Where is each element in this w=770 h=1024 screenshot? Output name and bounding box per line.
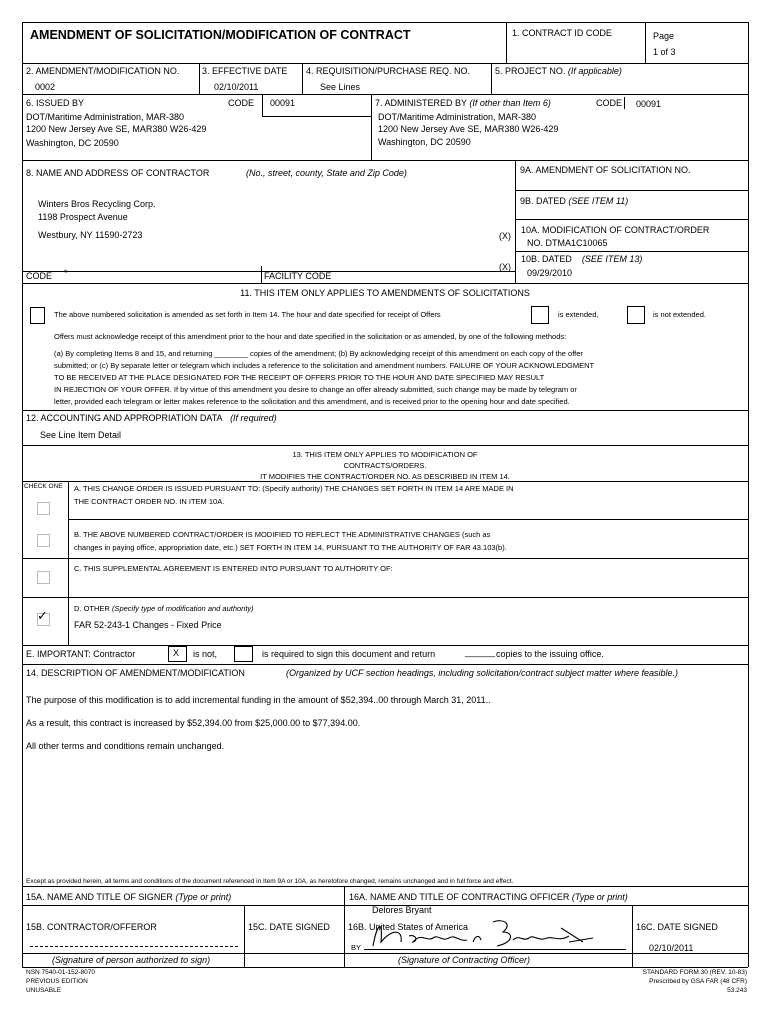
- item-13b-line2: changes in paying office, appropriation date, etc.) SET FORTH IN ITEM 14, PURSUANT TO THE AUTHORITY OF FAR 43.103(b).: [74, 543, 507, 552]
- item-11-title: 11. THIS ITEM ONLY APPLIES TO AMENDMENTS OF SOLICITATIONS: [240, 288, 530, 298]
- required-label: is required to sign this document and return: [262, 649, 436, 659]
- item-10a-label: 10A. MODIFICATION OF CONTRACT/ORDER: [521, 225, 710, 235]
- check-mark-icon: ✓: [37, 609, 48, 624]
- admin-code-label: CODE: [596, 98, 623, 108]
- footer-prev: PREVIOUS EDITION: [26, 978, 88, 985]
- form-title: AMENDMENT OF SOLICITATION/MODIFICATION OF CONTRACT: [30, 28, 411, 42]
- administered-label: 7. ADMINISTERED BY (If other than Item 6): [375, 98, 551, 108]
- item-11-p2c: TO BE RECEIVED AT THE PLACE DESIGNATED FOR THE RECEIPT OF OFFERS PRIOR TO THE HOUR AND DATE SPECIFIED MAY RESULT: [54, 373, 545, 382]
- label-16b: 16B. United States of America: [348, 922, 469, 932]
- is-extended-checkbox[interactable]: [531, 306, 549, 324]
- item-13a-line2: THE CONTRACT ORDER NO. IN ITEM 10A.: [74, 497, 225, 506]
- effective-date-label: 3. EFFECTIVE DATE: [202, 66, 288, 76]
- issued-line3: Washington, DC 20590: [26, 138, 119, 148]
- label-15c: 15C. DATE SIGNED: [248, 922, 330, 932]
- issued-code-label: CODE: [228, 98, 255, 108]
- item-10b-mark: (X): [499, 262, 511, 272]
- item-10a-mark: (X): [499, 231, 511, 241]
- item-13-title2: CONTRACTS/ORDERS.: [343, 461, 427, 470]
- amendment-no: 0002: [35, 82, 56, 92]
- issued-line1: DOT/Maritime Administration, MAR-380: [26, 112, 185, 122]
- item-12-value: See Line Item Detail: [40, 430, 122, 440]
- facility-code-label: FACILITY CODE: [264, 271, 332, 281]
- item-13b-line1: B. THE ABOVE NUMBERED CONTRACT/ORDER IS MODIFIED TO REFLECT THE ADMINISTRATIVE CHANGES (such as: [74, 530, 491, 539]
- req-value: See Lines: [320, 82, 361, 92]
- item-13c-line1: C. THIS SUPPLEMENTAL AGREEMENT IS ENTERED INTO PURSUANT TO AUTHORITY OF:: [74, 564, 393, 573]
- effective-date: 02/10/2011: [214, 82, 259, 92]
- item-9a-label: 9A. AMENDMENT OF SOLICITATION NO.: [520, 165, 691, 175]
- item-13b-checkbox[interactable]: [37, 534, 50, 547]
- item-14-p1: The purpose of this modification is to add incremental funding in the amount of $52,394..00 through March 31, 2011..: [26, 695, 491, 705]
- label-16c: 16C. DATE SIGNED: [636, 922, 718, 932]
- issued-code: 00091: [270, 98, 296, 108]
- date-16c: 02/10/2011: [649, 943, 694, 953]
- item-11-p2b: submitted; or (c) By separate letter or telegram which includes a reference to the solicitation and amendment numbers. FAILURE OF YOUR ACKNOWLEDGMENT: [54, 361, 595, 370]
- footer-nsn: NSN 7540-01-152-8070: [26, 969, 96, 976]
- item-13a-checkbox[interactable]: [37, 502, 50, 515]
- item-13d-value: FAR 52-243-1 Changes - Fixed Price: [74, 620, 222, 630]
- label-16a: 16A. NAME AND TITLE OF CONTRACTING OFFICER (Type or print): [349, 892, 628, 902]
- footer-unusable: UNUSABLE: [26, 987, 62, 994]
- footer-prescribed: Prescribed by GSA FAR (48 CFR): [649, 978, 747, 985]
- item-11-p2d: IN REJECTION OF YOUR OFFER. If by virtue of this amendment you desire to change an offer already submitted, such change may be made by telegram or: [54, 385, 577, 394]
- item-11-p2e: letter, provided each telegram or letter makes reference to the solicitation and this amendment, and is received prior to the opening hour and date specified.: [54, 397, 570, 406]
- item-10b-value: 09/29/2010: [527, 268, 573, 278]
- issued-by-label: 6. ISSUED BY: [26, 98, 85, 108]
- admin-line1: DOT/Maritime Administration, MAR-380: [378, 112, 537, 122]
- admin-line3: Washington, DC 20590: [378, 137, 471, 147]
- x-mark: X: [173, 648, 180, 658]
- footer-num: 53.243: [727, 987, 747, 994]
- copies-label: copies to the issuing office.: [496, 649, 604, 659]
- contractor-code: *: [64, 268, 68, 278]
- contractor-note: (No., street, county, State and Zip Code): [246, 168, 407, 178]
- item-11-checkbox[interactable]: [30, 307, 45, 324]
- label-15a: 15A. NAME AND TITLE OF SIGNER (Type or print): [26, 892, 232, 902]
- amendment-no-label: 2. AMENDMENT/MODIFICATION NO.: [26, 66, 180, 76]
- label-15b: 15B. CONTRACTOR/OFFEROR: [26, 922, 157, 932]
- req-label: 4. REQUISITION/PURCHASE REQ. NO.: [306, 66, 471, 76]
- important-label: E. IMPORTANT: Contractor: [26, 649, 136, 659]
- contractor-code-label: CODE: [26, 271, 53, 281]
- is-not-label: is not,: [193, 649, 218, 659]
- item-13-title1: 13. THIS ITEM ONLY APPLIES TO MODIFICATION OF: [292, 450, 478, 459]
- footer-form: STANDARD FORM 30 (REV. 10-83): [642, 969, 747, 976]
- item-14-p3: All other terms and conditions remain unchanged.: [26, 741, 225, 751]
- is-extended: is extended,: [558, 310, 599, 319]
- contract-id-label: 1. CONTRACT ID CODE: [512, 28, 612, 38]
- item-14-note: (Organized by UCF section headings, including solicitation/contract subject matter where feasible.): [286, 668, 679, 678]
- signature-graphic: [363, 912, 603, 954]
- contractor-city: Westbury, NY 11590-2723: [38, 230, 143, 240]
- check-one-label: CHECK ONE: [24, 483, 63, 490]
- page-of: 1 of 3: [653, 47, 676, 57]
- item-9b-label: 9B. DATED (SEE ITEM 11): [520, 196, 629, 206]
- is-not-extended-checkbox[interactable]: [627, 306, 645, 324]
- admin-line2: 1200 New Jersey Ave SE, MAR380 W26-429: [378, 124, 559, 134]
- admin-code: 00091: [636, 99, 662, 109]
- signature-person-label: (Signature of person authorized to sign): [52, 955, 211, 965]
- contractor-label: 8. NAME AND ADDRESS OF CONTRACTOR: [26, 168, 210, 178]
- copies-blank: ______: [465, 647, 496, 657]
- page-label: Page: [653, 31, 675, 41]
- item-11-line1: The above numbered solicitation is amended as set forth in Item 14. The hour and date specified for receipt of Offers: [54, 310, 441, 319]
- item-13-title3: IT MODIFIES THE CONTRACT/ORDER NO. AS DESCRIBED IN ITEM 14.: [260, 472, 510, 481]
- is-not-extended: is not extended.: [653, 310, 706, 319]
- contractor-street: 1198 Prospect Avenue: [38, 212, 128, 222]
- contractor-name: Winters Bros Recycling Corp.: [38, 199, 156, 209]
- item-10b-label: 10B. DATED (SEE ITEM 13): [521, 254, 643, 264]
- item-13a-line1: A. THIS CHANGE ORDER IS ISSUED PURSUANT TO: (Specify authority) THE CHANGES SET FORTH IN ITEM 14 ARE MADE IN: [74, 484, 514, 493]
- item-14-p2: As a result, this contract is increased by $52,394.00 from $25,000.00 to $77,394.00.: [26, 718, 361, 728]
- item-14-label: 14. DESCRIPTION OF AMENDMENT/MODIFICATION: [26, 668, 245, 678]
- except-text: Except as provided herein, all terms and conditions of the document referenced in Item 9A or 10A, as heretofore changed, remains unchanged and in full force and effect.: [26, 878, 514, 885]
- project-label: 5. PROJECT NO. (If applicable): [495, 66, 622, 76]
- item-13c-checkbox[interactable]: [37, 571, 50, 584]
- item-13d-line1: D. OTHER (Specify type of modification and authority): [74, 604, 254, 613]
- by-label: BY: [351, 943, 362, 952]
- item-11-p2a: (a) By completing Items 8 and 15, and returning ________ copies of the amendment; (b) By acknowledging receipt of this amendment on each copy of the offer: [54, 349, 583, 358]
- officer-name: Delores Bryant: [372, 905, 432, 915]
- item-11-p1: Offers must acknowledge receipt of this amendment prior to the hour and date specified in the solicitation or as amended, by one of the following methods:: [54, 332, 567, 341]
- is-not-checkbox[interactable]: [234, 646, 253, 662]
- item-10a-value: NO. DTMA1C10065: [527, 238, 608, 248]
- issued-line2: 1200 New Jersey Ave SE, MAR380 W26-429: [26, 124, 207, 134]
- item-12-label: 12. ACCOUNTING AND APPROPRIATION DATA (If required): [26, 413, 277, 423]
- signature-officer-label: (Signature of Contracting Officer): [398, 955, 531, 965]
